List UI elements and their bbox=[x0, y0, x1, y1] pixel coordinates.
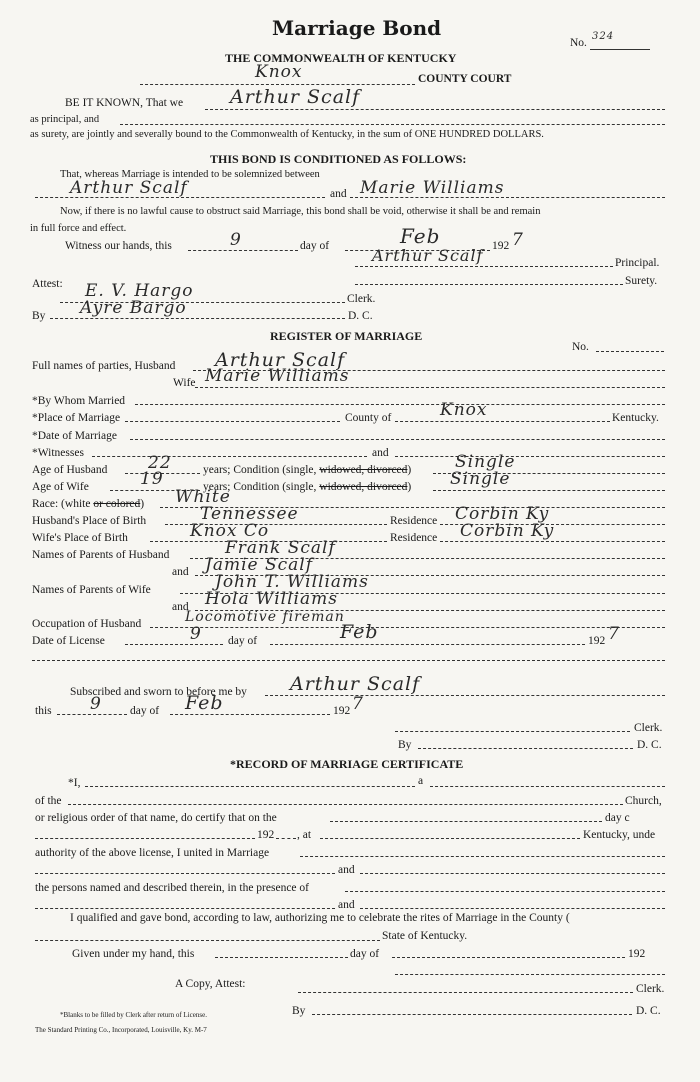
witness-label: Witness our hands, this bbox=[65, 240, 172, 252]
whereas-text: That, whereas Marriage is intended to be solemnized between bbox=[60, 169, 320, 180]
register-by-label: By bbox=[398, 739, 412, 751]
county-of-value: Knox bbox=[440, 400, 488, 420]
bond-party2: Marie Williams bbox=[360, 178, 505, 198]
kentucky-label: Kentucky. bbox=[612, 412, 659, 424]
witness-year-prefix: 192 bbox=[492, 240, 510, 252]
clerk-name: E. V. Hargo bbox=[85, 281, 194, 301]
printer-note: The Standard Printing Co., Incorporated, Louisville, Ky. M-7 bbox=[35, 1026, 207, 1034]
cert-a-label: a bbox=[418, 775, 424, 787]
deputy-clerk-name: Ayre Bargo bbox=[80, 298, 187, 318]
condition-husband: Single bbox=[455, 452, 516, 472]
parents-wife-and: and bbox=[172, 601, 189, 613]
husband-birth-label: Husband's Place of Birth bbox=[32, 515, 147, 527]
age-husband-label: Age of Husband bbox=[32, 464, 108, 476]
husband-residence-label: Residence bbox=[390, 515, 438, 527]
cert-and-1: and bbox=[338, 864, 355, 876]
witness-year: 7 bbox=[512, 230, 524, 250]
parent-husband-2: Jamie Scalf bbox=[205, 555, 314, 575]
subscribed-year-prefix: 192 bbox=[333, 705, 351, 717]
wife-residence: Corbin Ky bbox=[460, 521, 555, 541]
be-it-known-label: BE IT KNOWN, That we bbox=[65, 97, 184, 109]
subscribed-name: Arthur Scalf bbox=[290, 673, 421, 695]
license-year: 7 bbox=[608, 624, 620, 644]
register-no-label: No. bbox=[572, 341, 589, 353]
principal-name: Arthur Scalf bbox=[230, 86, 361, 108]
cert-dc-label: D. C. bbox=[636, 1005, 661, 1017]
years-condition-husband: years; Condition (single, widowed, divorced) bbox=[203, 464, 412, 476]
cert-year-prefix: 192 bbox=[257, 829, 275, 841]
cert-clerk-label: Clerk. bbox=[636, 983, 665, 995]
cert-state-label: State of Kentucky. bbox=[382, 930, 468, 942]
cert-day-of-label: day of bbox=[350, 948, 380, 960]
parent-wife-2: Hola Williams bbox=[205, 589, 338, 609]
county-court-label: COUNTY COURT bbox=[418, 73, 512, 85]
wife-name-label: Wife bbox=[173, 377, 196, 389]
subscribed-day: 9 bbox=[90, 694, 102, 714]
wife-name: Marie Williams bbox=[205, 366, 350, 386]
occupation-label: Occupation of Husband bbox=[32, 618, 142, 630]
blanks-note: *Blanks to be filled by Clerk after return of License. bbox=[60, 1011, 207, 1019]
occupation: Locomotive fireman bbox=[185, 609, 345, 625]
husband-birth: Tennessee bbox=[200, 504, 299, 524]
cert-authority-text: authority of the above license, I united in Marriage bbox=[35, 847, 270, 859]
subscribed-day-of-label: day of bbox=[130, 705, 160, 717]
cert-at-label: , at bbox=[297, 829, 312, 841]
surety-label: Surety. bbox=[625, 275, 658, 287]
subscribed-year: 7 bbox=[352, 694, 364, 714]
bond-by-label: By bbox=[32, 310, 46, 322]
wife-residence-label: Residence bbox=[390, 532, 438, 544]
wife-birth-label: Wife's Place of Birth bbox=[32, 532, 128, 544]
cert-i-label: *I, bbox=[68, 777, 81, 789]
cert-of-the-label: of the bbox=[35, 795, 62, 807]
certificate-heading: *RECORD OF MARRIAGE CERTIFICATE bbox=[230, 757, 464, 771]
commonwealth-heading: THE COMMONWEALTH OF KENTUCKY bbox=[225, 51, 457, 65]
surety-text: as surety, are jointly and severally bound to the Commonwealth of Kentucky, in the sum of ONE HUNDRED DOLLARS. bbox=[30, 129, 544, 140]
cert-day-c-label: day c bbox=[605, 812, 630, 824]
register-clerk-label: Clerk. bbox=[634, 722, 663, 734]
cert-persons-text: the persons named and described therein, in the presence of bbox=[35, 882, 309, 894]
bond-dc-label: D. C. bbox=[348, 310, 373, 322]
cert-church-label: Church, bbox=[625, 795, 662, 807]
conditioned-heading: THIS BOND IS CONDITIONED AS FOLLOWS: bbox=[210, 152, 467, 166]
parents-wife-label: Names of Parents of Wife bbox=[32, 584, 151, 596]
subscribed-this-label: this bbox=[35, 705, 52, 717]
license-label: Date of License bbox=[32, 635, 105, 647]
form-number-value: 324 bbox=[592, 31, 615, 42]
age-wife: 19 bbox=[140, 469, 164, 489]
county-value: Knox bbox=[255, 62, 303, 82]
cert-qualified-text: I qualified and gave bond, according to law, authorizing me to celebrate the rites of Marriage in the County ( bbox=[70, 912, 570, 924]
cert-by-label: By bbox=[292, 1005, 306, 1017]
cert-kentucky-under: Kentucky, unde bbox=[583, 829, 656, 841]
bond-clerk-label: Clerk. bbox=[347, 293, 376, 305]
principal-label: Principal. bbox=[615, 257, 660, 269]
force-text: in full force and effect. bbox=[30, 223, 127, 234]
cert-copy-attest: A Copy, Attest: bbox=[175, 978, 246, 990]
condition-wife: Single bbox=[450, 469, 511, 489]
subscribed-label: Subscribed and sworn to before me by bbox=[70, 686, 247, 698]
principal-signature: Arthur Scalf bbox=[372, 246, 484, 265]
cert-religious-text: or religious order of that name, do certify that on the bbox=[35, 812, 277, 824]
witnesses-and-label: and bbox=[372, 447, 389, 459]
now-text: Now, if there is no lawful cause to obstruct said Marriage, this bond shall be void, otherwise it shall be and remain bbox=[60, 206, 541, 217]
license-day: 9 bbox=[190, 624, 202, 644]
parent-husband-1: Frank Scalf bbox=[225, 538, 336, 558]
license-year-prefix: 192 bbox=[588, 635, 606, 647]
witness-day-of-label: day of bbox=[300, 240, 330, 252]
witness-day: 9 bbox=[230, 230, 242, 250]
as-principal-label: as principal, and bbox=[30, 114, 100, 125]
race-value: White bbox=[175, 487, 231, 507]
husband-name-label: Full names of parties, Husband bbox=[32, 360, 176, 372]
form-number-label: No. bbox=[570, 37, 587, 49]
parents-husband-and: and bbox=[172, 566, 189, 578]
by-whom-label: *By Whom Married bbox=[32, 395, 126, 407]
husband-residence: Corbin Ky bbox=[455, 504, 550, 524]
parent-wife-1: John T. Williams bbox=[215, 572, 369, 592]
parents-husband-label: Names of Parents of Husband bbox=[32, 549, 170, 561]
age-wife-label: Age of Wife bbox=[32, 481, 89, 493]
witness-month: Feb bbox=[400, 224, 441, 248]
subscribed-month: Feb bbox=[185, 692, 224, 714]
license-day-of-label: day of bbox=[228, 635, 258, 647]
cert-given-text: Given under my hand, this bbox=[72, 948, 195, 960]
wife-birth: Knox Co bbox=[190, 521, 270, 541]
age-husband: 22 bbox=[148, 453, 172, 473]
license-month: Feb bbox=[340, 621, 379, 643]
cert-year-prefix-2: 192 bbox=[628, 948, 646, 960]
form-title: Marriage Bond bbox=[272, 16, 442, 40]
date-of-marriage-label: *Date of Marriage bbox=[32, 430, 117, 442]
witnesses-label: *Witnesses bbox=[32, 447, 84, 459]
register-heading: REGISTER OF MARRIAGE bbox=[270, 329, 423, 343]
race-label: Race: (white or colored) bbox=[32, 498, 145, 510]
bond-party1: Arthur Scalf bbox=[70, 178, 188, 198]
attest-label: Attest: bbox=[32, 278, 63, 290]
cert-and-2: and bbox=[338, 899, 355, 911]
years-condition-wife: years; Condition (single, widowed, divorced) bbox=[203, 481, 412, 493]
bond-and-label: and bbox=[330, 188, 347, 200]
husband-name: Arthur Scalf bbox=[215, 349, 346, 371]
county-of-label: County of bbox=[345, 412, 392, 424]
register-dc-label: D. C. bbox=[637, 739, 662, 751]
place-label: *Place of Marriage bbox=[32, 412, 121, 424]
